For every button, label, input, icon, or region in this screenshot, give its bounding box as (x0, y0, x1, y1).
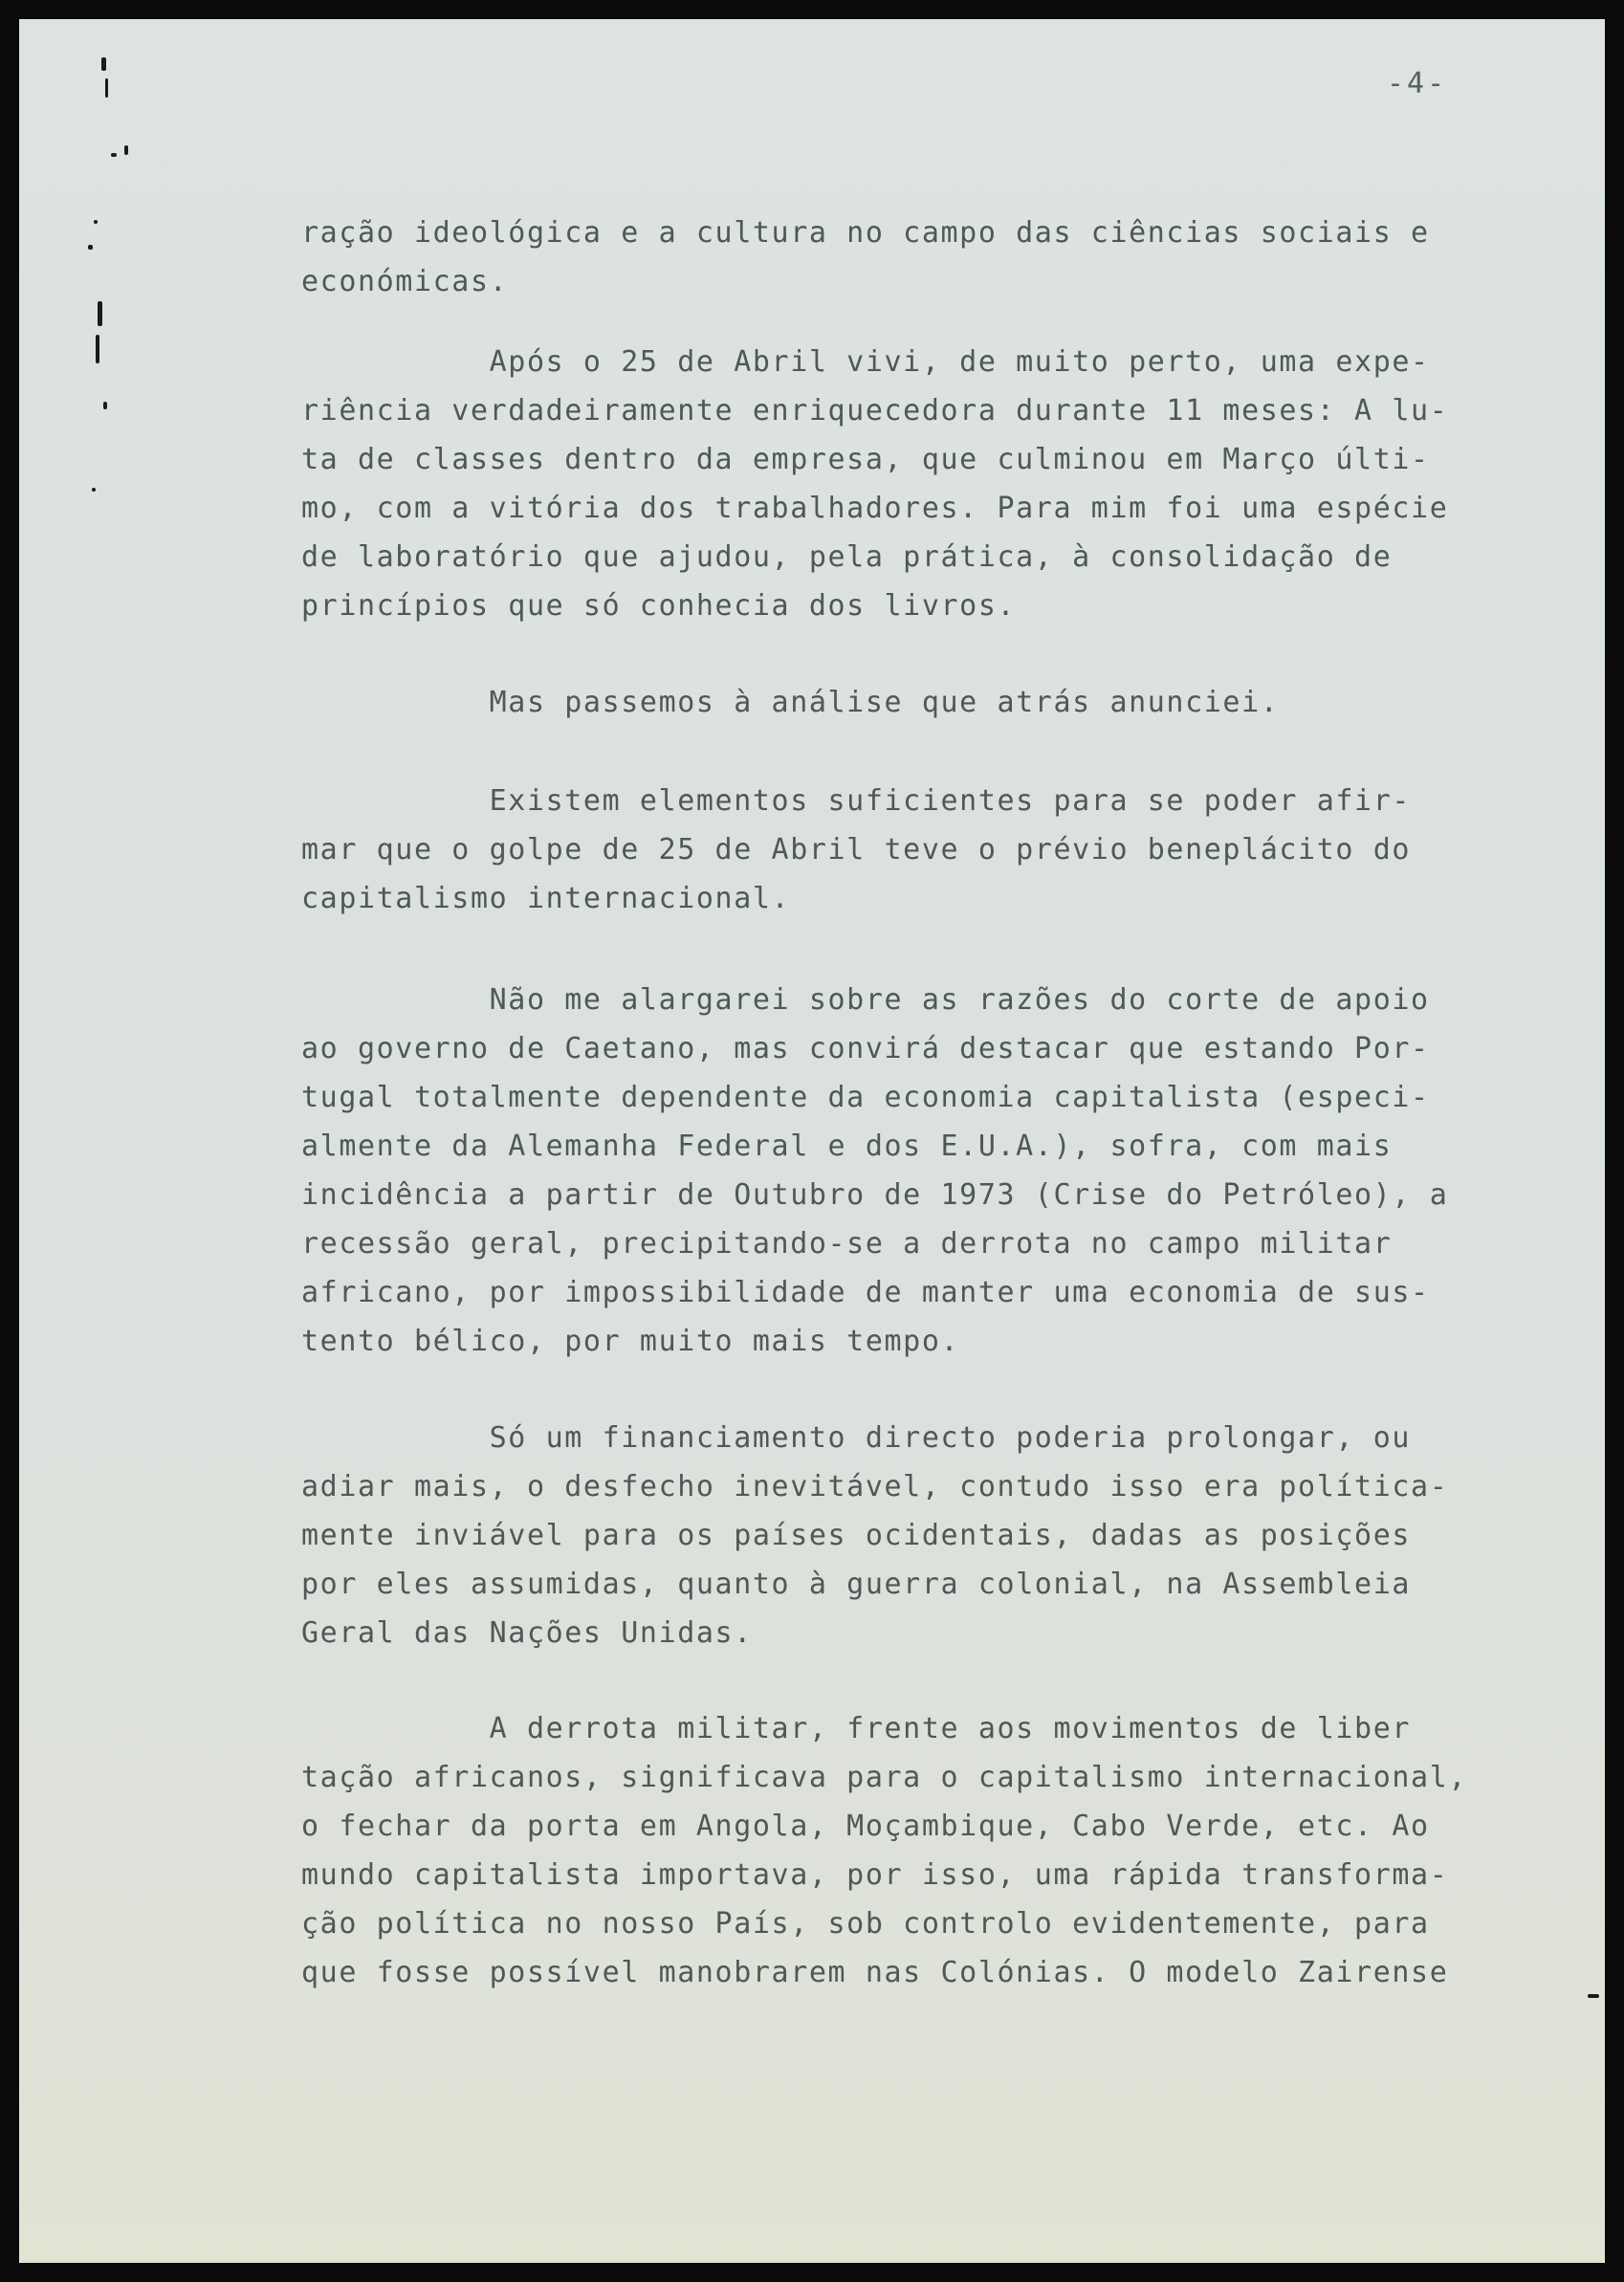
text-line: tento bélico, por muito mais tempo. (301, 1325, 960, 1358)
punch-mark (94, 220, 98, 224)
punch-mark (98, 301, 102, 326)
typewritten-page (19, 19, 1605, 2263)
paragraph-5 (301, 976, 1506, 1366)
punch-mark (101, 57, 106, 71)
punch-mark (1588, 1994, 1599, 1998)
text-line: Geral das Nações Unidas. (301, 1616, 753, 1650)
paragraph-2 (301, 338, 1506, 630)
punch-mark (88, 245, 93, 250)
text-line: ração ideológica e a cultura no campo das ciências sociais e (301, 216, 1430, 250)
text-line: riência verdadeiramente enriquecedora durante 11 meses: A lu- (301, 394, 1449, 428)
punch-mark (105, 78, 108, 98)
text-line: Após o 25 de Abril vivi, de muito perto, uma expe- (301, 345, 1430, 379)
text-line: o fechar da porta em Angola, Moçambique, Cabo Verde, etc. Ao (301, 1810, 1430, 1843)
punch-mark (103, 402, 107, 409)
text-line: Não me alargarei sobre as razões do corte de apoio (301, 983, 1430, 1017)
text-line: mar que o golpe de 25 de Abril teve o prévio beneplácito do (301, 833, 1412, 867)
text-line: adiar mais, o desfecho inevitável, contudo isso era política- (301, 1470, 1449, 1503)
text-line: de laboratório que ajudou, pela prática, à consolidação de (301, 540, 1393, 574)
text-line: Existem elementos suficientes para se poder afir- (301, 784, 1412, 818)
paragraph-7 (301, 1704, 1506, 1997)
text-line: Mas passemos à análise que atrás anunciei. (301, 686, 1280, 719)
text-line: tação africanos, significava para o capitalismo internacional, (301, 1761, 1468, 1794)
page-number: -4- (1387, 67, 1448, 100)
paragraph-3 (301, 678, 1506, 727)
text-line: ta de classes dentro da empresa, que culminou em Março últi- (301, 443, 1430, 476)
text-line: mente inviável para os países ocidentais, dadas as posições (301, 1519, 1412, 1552)
text-line: por eles assumidas, quanto à guerra colonial, na Assembleia (301, 1568, 1412, 1601)
text-line: económicas. (301, 265, 509, 298)
text-line: almente da Alemanha Federal e dos E.U.A.), sofra, com mais (301, 1130, 1393, 1163)
text-line: recessão geral, precipitando-se a derrota no campo militar (301, 1227, 1393, 1261)
text-line: capitalismo internacional. (301, 882, 791, 915)
punch-mark (92, 488, 96, 492)
text-line: incidência a partir de Outubro de 1973 (Crise do Petróleo), a (301, 1178, 1449, 1212)
text-line: que fosse possível manobrarem nas Colónias. O modelo Zairense (301, 1956, 1449, 1989)
punch-mark (124, 145, 128, 155)
paragraph-6 (301, 1414, 1506, 1657)
paragraph-4 (301, 777, 1506, 923)
text-line: mundo capitalista importava, por isso, uma rápida transforma- (301, 1858, 1449, 1892)
text-line: princípios que só conhecia dos livros. (301, 589, 1017, 623)
punch-mark (96, 335, 99, 363)
paragraph-1 (301, 208, 1506, 306)
text-line: tugal totalmente dependente da economia capitalista (especi- (301, 1081, 1430, 1114)
text-line: mo, com a vitória dos trabalhadores. Para mim foi uma espécie (301, 492, 1449, 525)
text-line: ao governo de Caetano, mas convirá destacar que estando Por- (301, 1032, 1430, 1065)
punch-mark (111, 153, 117, 157)
text-line: Só um financiamento directo poderia prolongar, ou (301, 1421, 1412, 1455)
text-line: A derrota militar, frente aos movimentos de liber (301, 1712, 1412, 1745)
text-line: ção política no nosso País, sob controlo evidentemente, para (301, 1907, 1430, 1941)
text-line: africano, por impossibilidade de manter uma economia de sus- (301, 1276, 1430, 1309)
